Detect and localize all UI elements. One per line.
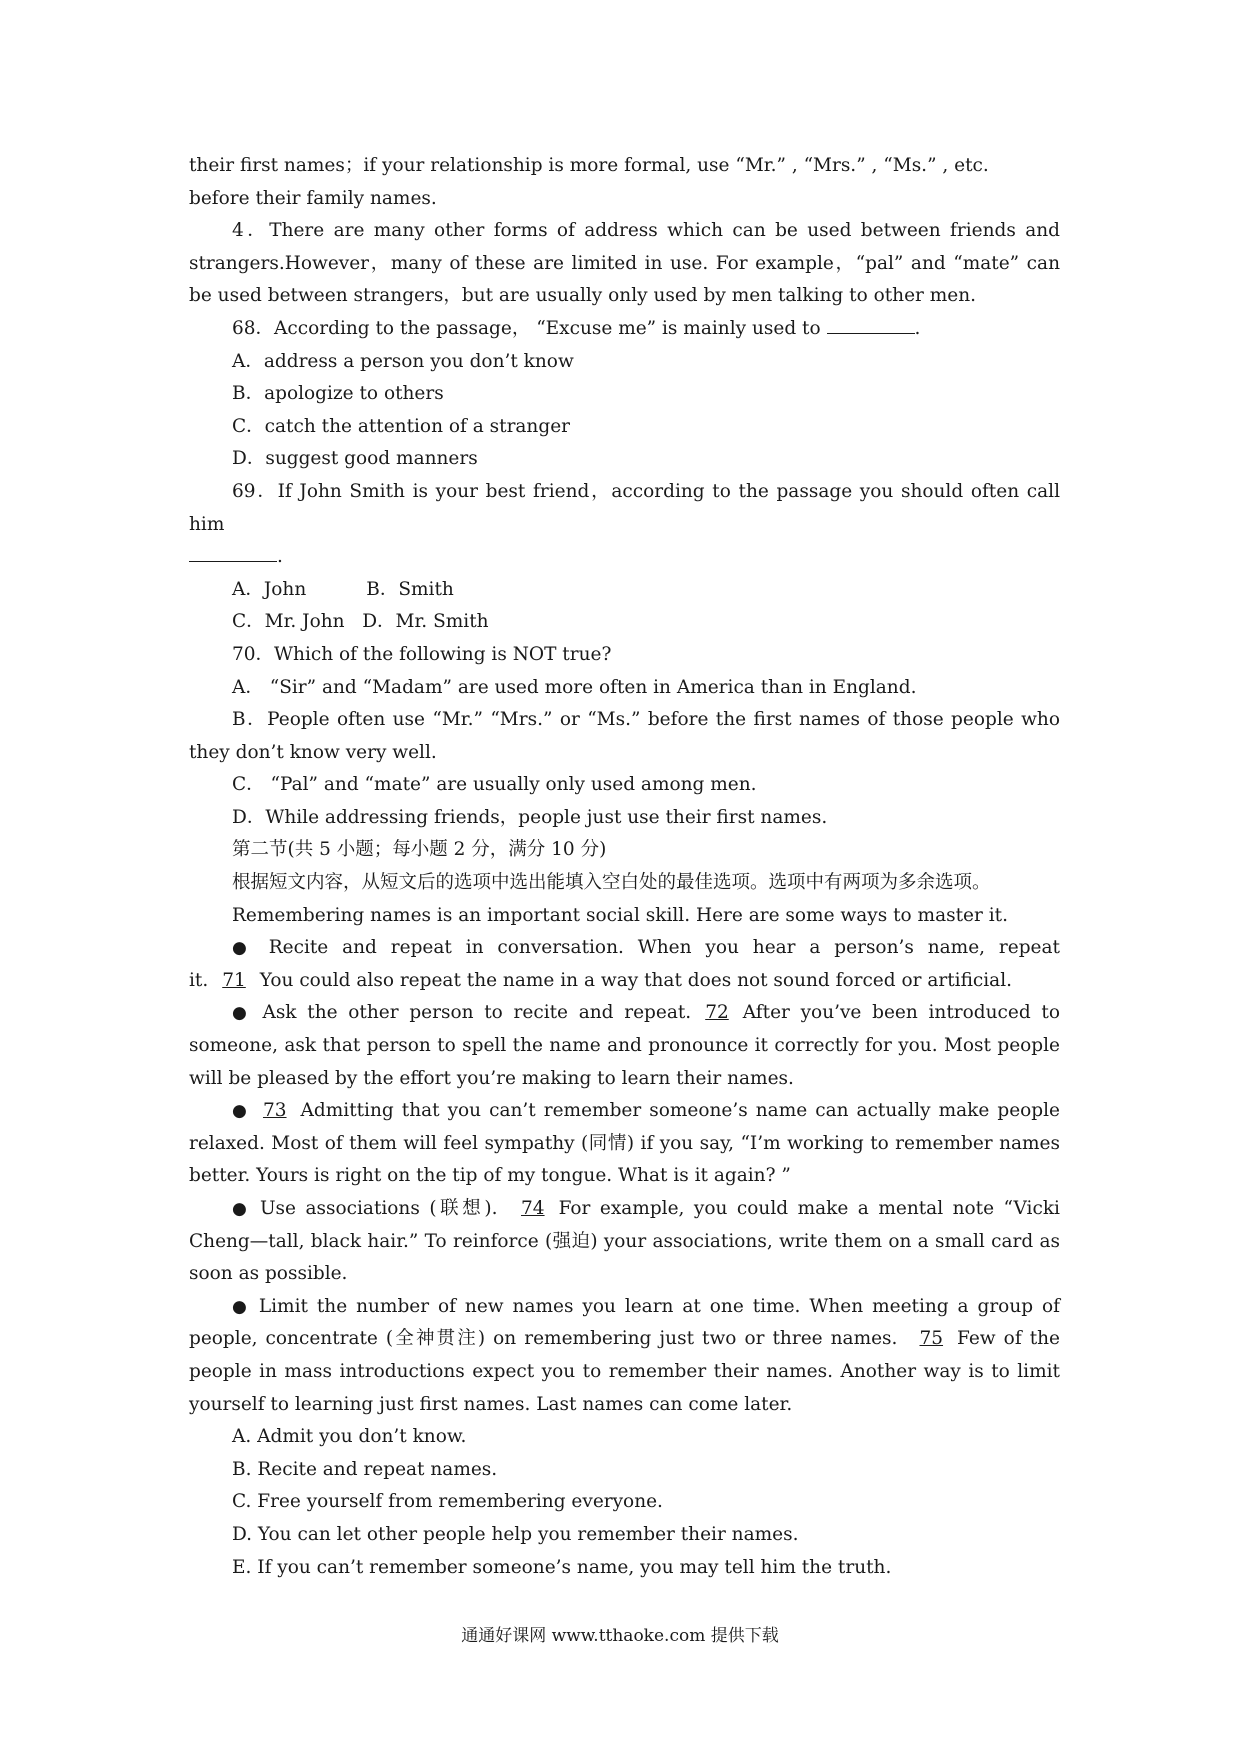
- question-69: 69．If John Smith is your best friend，according to the passage you should often call him: [189, 480, 1060, 535]
- option-a: A．address a person you don’t know: [232, 350, 574, 372]
- question-68: 68．According to the passage， “Excuse me” is mainly used to .: [189, 313, 1060, 346]
- options-row: [189, 606, 1060, 639]
- text-line: their first names；if your relationship is more formal, use “Mr.” , “Mrs.” , “Ms.” , etc.: [189, 155, 989, 176]
- option-a: A．John: [232, 578, 307, 600]
- choice-a: A. Admit you don’t know.: [232, 1426, 467, 1448]
- paragraph-4: 4．There are many other forms of address which can be used between friends and strangers.However，many of these are limited in use. For example，“pal” and “mate” can be used between strangers，but are usually only used by men talking to other men.: [189, 220, 1060, 307]
- bullet-icon: ●: [232, 1003, 252, 1024]
- blank-number: 71: [222, 969, 246, 991]
- option-b: B．Smith: [366, 578, 454, 600]
- answer-blank: [189, 541, 277, 562]
- answer-line: .: [189, 541, 1060, 574]
- bullet-item: ● Ask the other person to recite and repeat. 72 After you’ve been introduced to someone, ask that person to spell the name and pronounce it correctly for you. Most people will be pleased by the effort you’re making to learn their names.: [189, 1002, 1060, 1089]
- bullet-item: ● Recite and repeat in conversation. When you hear a person’s name, repeat it. 71 You could also repeat the name in a way that does not sound forced or artificial.: [189, 937, 1060, 991]
- blank-number: 73: [262, 1100, 287, 1122]
- bullet-item: ● 73 Admitting that you can’t remember someone’s name can actually make people relaxed. Most of them will feel sympathy (同情) if you say, “I’m working to remember names better. Yours is right on the tip of my tongue. What is it again? ”: [189, 1100, 1060, 1187]
- blank-number: 72: [705, 1002, 729, 1024]
- option-c: C．Mr. John: [232, 611, 345, 633]
- bullet-icon: ●: [232, 938, 255, 959]
- bullet-icon: ●: [232, 1199, 251, 1219]
- option-c: C．catch the attention of a stranger: [232, 415, 570, 437]
- passage-intro: Remembering names is an important social skill. Here are some ways to master it.: [232, 904, 1008, 926]
- choice-c: C. Free yourself from remembering everyone.: [232, 1491, 663, 1513]
- bullet-item: ● Use associations (联想). 74 For example, you could make a mental note “Vicki Cheng—tall, black hair.” To reinforce (强迫) your associations, write them on a small card as soon as possible.: [189, 1198, 1060, 1285]
- option-b: B．People often use “Mr.” “Mrs.” or “Ms.” before the first names of those people who they don’t know very well.: [189, 709, 1060, 763]
- option-a: A． “Sir” and “Madam” are used more often in America than in England.: [232, 676, 917, 698]
- blank-number: 75: [919, 1328, 944, 1350]
- bullet-icon: ●: [232, 1101, 249, 1122]
- options-row: [189, 574, 1060, 607]
- choice-b: B. Recite and repeat names.: [232, 1458, 498, 1480]
- option-c: C． “Pal” and “mate” are usually only used among men.: [232, 774, 757, 796]
- bullet-item: ● Limit the number of new names you learn at one time. When meeting a group of people, concentrate (全神贯注) on remembering just two or three names. 75 Few of the people in mass introductions expect you to remember their names. Another way is to limit yourself to learning just first names. Last names can come later.: [189, 1295, 1060, 1415]
- question-70: 70．Which of the following is NOT true?: [232, 643, 612, 665]
- section-instruction: 根据短文内容，从短文后的选项中选出能填入空白处的最佳选项。选项中有两项为多余选项。: [232, 872, 991, 894]
- bullet-icon: ●: [232, 1296, 250, 1317]
- choice-e: E. If you can’t remember someone’s name, you may tell him the truth.: [232, 1556, 892, 1578]
- blank-number: 74: [521, 1198, 545, 1219]
- option-d: D．Mr. Smith: [362, 611, 489, 633]
- page-content: [189, 150, 1060, 1584]
- page-footer: 通通好课网 www.tthaoke.com 提供下载: [461, 1626, 779, 1646]
- option-d: D．While addressing friends，people just use their first names.: [232, 806, 828, 828]
- option-b: B．apologize to others: [232, 383, 444, 405]
- text-line: before their family names.: [189, 187, 437, 209]
- answer-blank: [827, 313, 915, 334]
- choice-d: D. You can let other people help you remember their names.: [232, 1523, 799, 1545]
- option-d: D．suggest good manners: [232, 448, 478, 470]
- section-title: 第二节(共 5 小题；每小题 2 分，满分 10 分): [232, 839, 607, 861]
